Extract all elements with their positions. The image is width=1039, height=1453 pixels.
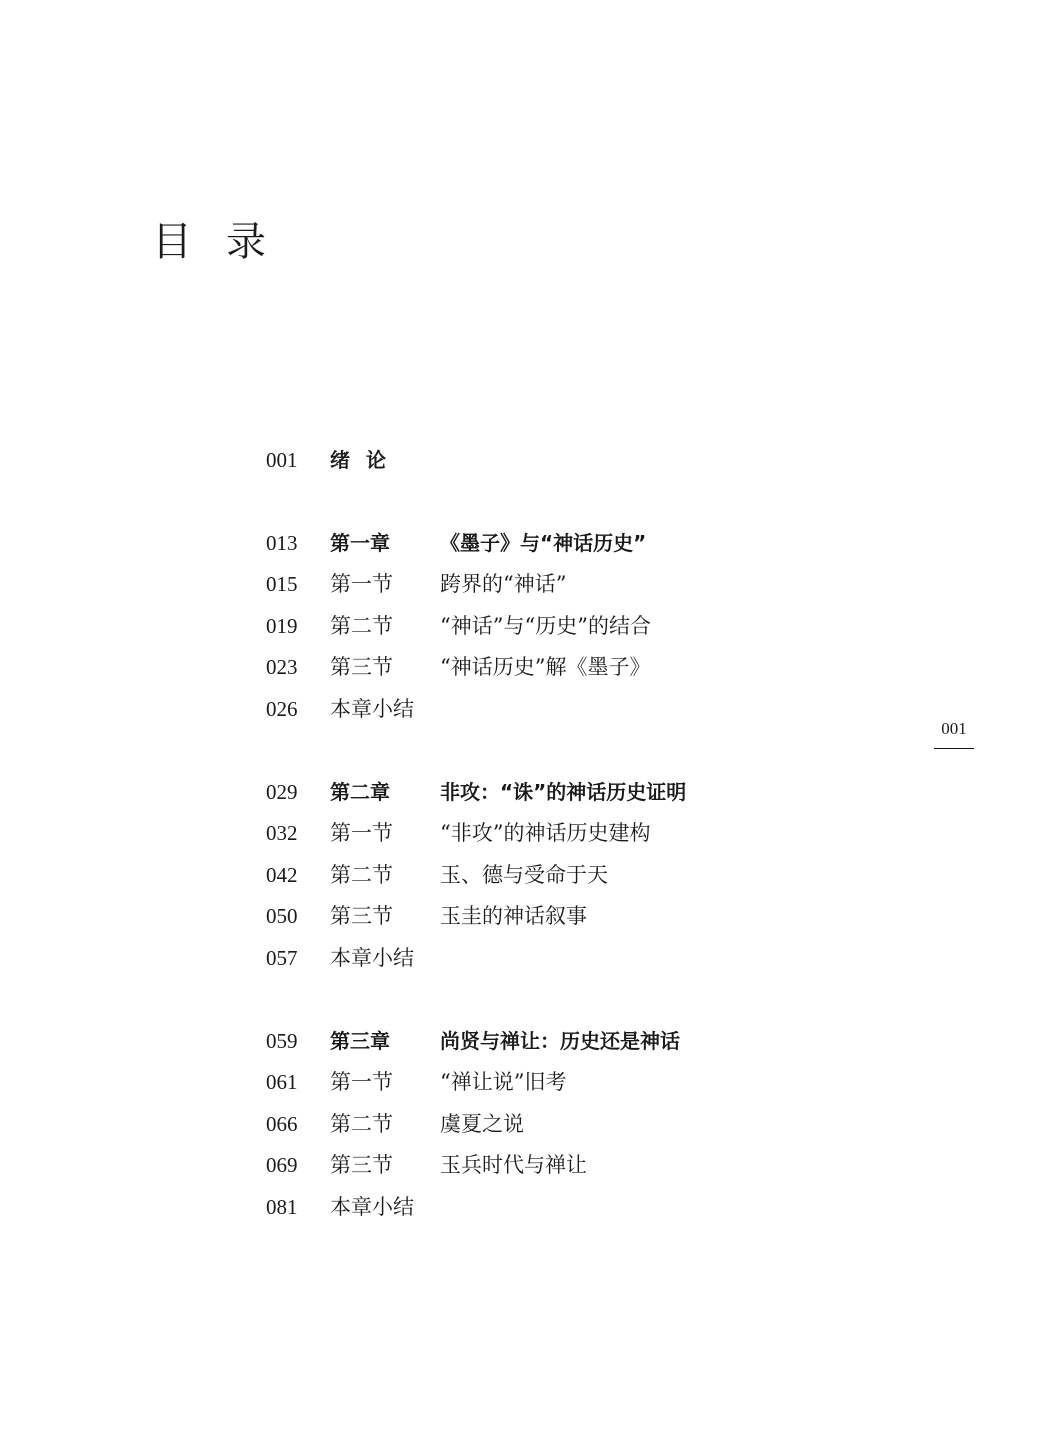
toc-page-number: 042: [266, 862, 298, 887]
toc-label: 第一节: [330, 1070, 393, 1095]
toc-group: [266, 772, 866, 980]
toc-label: 第二章: [330, 779, 390, 804]
toc-label: 第三章: [330, 1028, 390, 1053]
toc-title: 玉圭的神话叙事: [440, 904, 587, 929]
toc-label: 第三节: [330, 655, 393, 680]
toc-page-number: 061: [266, 1070, 298, 1095]
toc-label: 第二节: [330, 613, 393, 638]
toc-label: 第二节: [330, 862, 393, 887]
table-of-contents: [266, 440, 866, 1270]
toc-title: 虞夏之说: [440, 1111, 524, 1136]
toc-title: 玉、德与受命于天: [440, 862, 608, 887]
toc-group: [266, 523, 866, 731]
toc-entry-chapter[interactable]: [266, 523, 866, 565]
toc-entry-summary[interactable]: [266, 938, 866, 980]
toc-entry-section[interactable]: [266, 564, 866, 606]
toc-title: 《墨子》与“神话历史”: [440, 530, 647, 555]
toc-page-number: 026: [266, 696, 298, 721]
toc-title: 尚贤与禅让：历史还是神话: [440, 1028, 680, 1053]
toc-page-number: 057: [266, 945, 298, 970]
toc-label: 第一节: [330, 821, 393, 846]
toc-entry-section[interactable]: [266, 647, 866, 689]
toc-entry-chapter[interactable]: [266, 1021, 866, 1063]
toc-page-number: 059: [266, 1028, 298, 1053]
toc-entry-chapter[interactable]: [266, 772, 866, 814]
toc-page-number: 013: [266, 530, 298, 555]
toc-page-number: 015: [266, 572, 298, 597]
toc-page-number: 001: [266, 448, 298, 472]
toc-label: 绪论: [330, 448, 402, 472]
toc-label: 第二节: [330, 1111, 393, 1136]
toc-entry-section[interactable]: [266, 606, 866, 648]
toc-page-number: 050: [266, 904, 298, 929]
toc-label: 第三节: [330, 1153, 393, 1178]
toc-group: [266, 1021, 866, 1229]
toc-entry-section[interactable]: [266, 1104, 866, 1146]
toc-entry-section[interactable]: [266, 855, 866, 897]
toc-title: “神话历史”解《墨子》: [440, 655, 651, 680]
toc-entry-summary[interactable]: [266, 689, 866, 731]
toc-page-number: 023: [266, 655, 298, 680]
toc-label: 本章小结: [330, 1194, 414, 1219]
toc-title: “神话”与“历史”的结合: [440, 613, 651, 638]
toc-label: 第一节: [330, 572, 393, 597]
toc-title: 玉兵时代与禅让: [440, 1153, 587, 1178]
page-number: 001: [934, 716, 974, 749]
toc-page-number: 019: [266, 613, 298, 638]
toc-label: 本章小结: [330, 696, 414, 721]
toc-page-number: 029: [266, 779, 298, 804]
toc-entry-intro[interactable]: [266, 440, 866, 482]
toc-title: 跨界的“神话”: [440, 572, 567, 597]
toc-title: “非攻”的神话历史建构: [440, 821, 651, 846]
toc-label: 本章小结: [330, 945, 414, 970]
toc-page-number: 081: [266, 1194, 298, 1219]
toc-title: “禅让说”旧考: [440, 1070, 567, 1095]
toc-entry-section[interactable]: [266, 1145, 866, 1187]
toc-group: [266, 440, 866, 482]
page-title: 目录: [152, 218, 300, 265]
toc-label: 第三节: [330, 904, 393, 929]
toc-entry-summary[interactable]: [266, 1187, 866, 1229]
toc-page-number: 066: [266, 1111, 298, 1136]
toc-entry-section[interactable]: [266, 1062, 866, 1104]
toc-entry-section[interactable]: [266, 813, 866, 855]
toc-entry-section[interactable]: [266, 896, 866, 938]
toc-label: 第一章: [330, 530, 390, 555]
toc-title: 非攻：“诛”的神话历史证明: [440, 779, 687, 804]
toc-page-number: 032: [266, 821, 298, 846]
toc-page-number: 069: [266, 1153, 298, 1178]
